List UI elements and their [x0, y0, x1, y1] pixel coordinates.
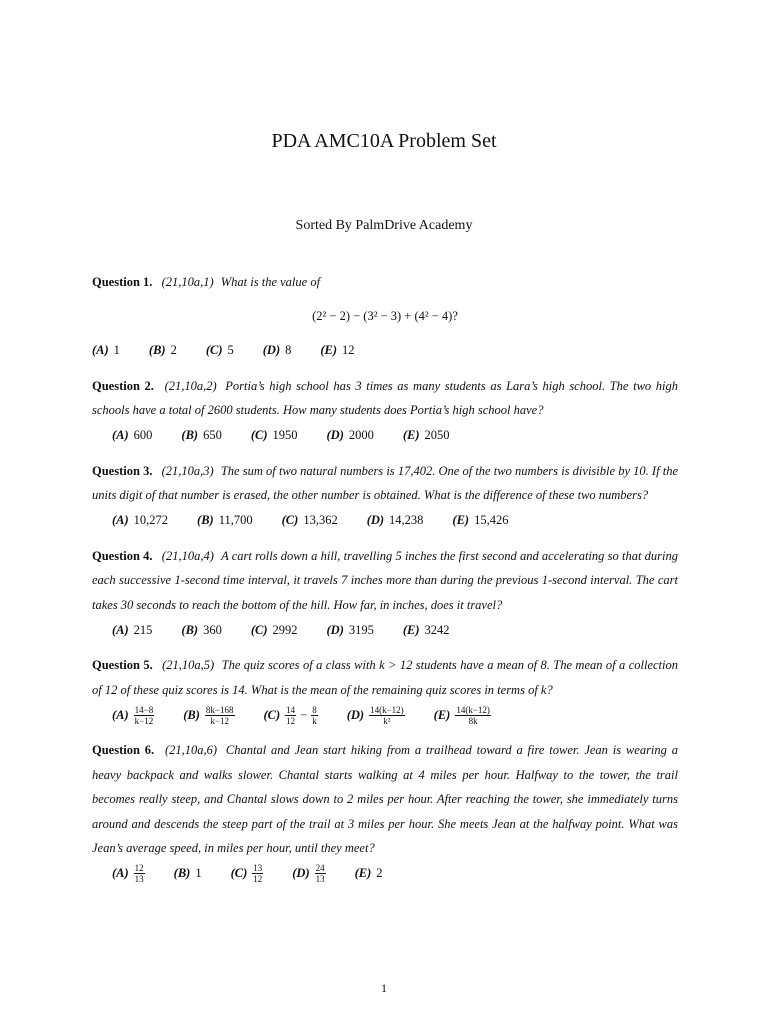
- question-text: A cart rolls down a hill, travelling 5 inches the first second and accelerating so that during each successive 1-second time interval, it travels 7 inches more than during the previous 1-second interval. The cart takes 30 seconds to reach the bottom of the hill. How far, in inches, does it travel?: [92, 548, 678, 612]
- question-6: [92, 738, 678, 887]
- answer-choice-e: (E) 15,426: [452, 513, 509, 527]
- fraction: $\frac{24}{13}$: [315, 863, 325, 884]
- answer-choice-c: (C) 5: [205, 343, 234, 357]
- question-1: [92, 270, 678, 364]
- question-text: What is the value of: [220, 275, 321, 289]
- question-text: The sum of two natural numbers is 17,402. One of the two numbers is divisible by 10. If the units digit of that number is erased, the other number is obtained. What is the difference of these two numbers?: [92, 463, 678, 502]
- answer-choice-c: (C) 1950: [250, 428, 298, 442]
- answer-choice-a: (A) 600: [112, 428, 153, 442]
- answer-choice-a: (A) $\frac{12}{13}$: [112, 863, 144, 884]
- answer-choice-e: (E) $\frac{14(k-12)}{8k}$: [433, 704, 490, 726]
- answer-choice-b: (B) $\frac{8k-168}{k-12}$: [183, 704, 234, 726]
- fraction: $\frac{8}{k}$: [312, 704, 317, 726]
- page-number: 1: [381, 981, 387, 995]
- answer-choice-a: (A) $\frac{14-8}{k-12}$: [112, 704, 154, 726]
- answer-choice-d: (D) 14,238: [366, 513, 424, 527]
- fraction: $\frac{13}{12}$: [253, 863, 263, 884]
- answer-choice-d: (D) 3195: [326, 622, 374, 637]
- question-label: Question 3.: [92, 463, 153, 478]
- answer-choice-a: (A) 1: [92, 343, 120, 357]
- fraction: $\frac{14}{12}$: [286, 704, 296, 726]
- document-subtitle: Sorted By PalmDrive Academy: [295, 218, 473, 233]
- question-text: Chantal and Jean start hiking from a trailhead toward a fire tower. Jean is wearing a heavy backpack and walks slower. Chantal starts walking at 4 miles per hour. Halfway to the tower, the trail becomes really steep, and Chantal slows down to 2 miles per hour. After reaching the tower, she immediately turns around and descends the steep part of the trail at 3 miles per hour. She meets Jean at the halfway point. What was Jean’s average speed, in miles per hour, until they meet?: [92, 743, 678, 855]
- answer-choice-c: (C) $\frac{14}{12}$ − $\frac{8}{k}$: [263, 704, 317, 726]
- math-expression: (2² − 2) − (3² − 3) + (4² − 4)?: [312, 308, 458, 323]
- answer-choice-d: (D) 8: [262, 343, 292, 357]
- answer-choice-e: (E) 12: [320, 343, 355, 357]
- answer-choice-a: (A) 10,272: [112, 513, 169, 527]
- answer-choice-c: (C) 2992: [250, 622, 298, 637]
- question-2: [92, 374, 678, 449]
- answer-choice-e: (E) 2: [354, 866, 383, 880]
- fraction: $\frac{12}{13}$: [134, 863, 144, 884]
- question-label: Question 5.: [92, 658, 153, 672]
- fraction: $\frac{8k-168}{k-12}$: [205, 704, 234, 726]
- fraction: $\frac{14(k-12)}{8k}$: [456, 704, 490, 726]
- question-4: [92, 544, 678, 644]
- question-text: Portia’s high school has 3 times as many students as Lara’s high school. The two high schools have a total of 2600 students. How many students does Portia’s high school have?: [92, 378, 679, 417]
- question-label: Question 2.: [92, 378, 154, 393]
- answer-choice-d: (D) $\frac{24}{13}$: [292, 863, 325, 884]
- question-source: (21,10a,3): [161, 463, 214, 478]
- answer-choice-d: (D) $\frac{14(k-12)}{\text{k²}}$: [346, 704, 404, 726]
- question-label: Question 6.: [92, 743, 155, 757]
- question-3: [92, 459, 678, 534]
- question-source: (21,10a,5): [162, 658, 215, 672]
- question-source: (21,10a,4): [161, 548, 214, 563]
- question-source: (21,10a,6): [164, 743, 218, 757]
- answer-choice-d: (D) 2000: [326, 428, 374, 442]
- answer-choice-e: (E) 3242: [402, 622, 450, 637]
- question-source: (21,10a,2): [164, 378, 217, 393]
- fraction: $\frac{14-8}{k-12}$: [134, 704, 154, 726]
- question-label: Question 4.: [92, 548, 153, 563]
- answer-choice-c: (C) 13,362: [281, 513, 338, 527]
- fraction: $\frac{14(k-12)}{\text{k²}}$: [370, 704, 404, 726]
- answer-choice-b: (B) 360: [181, 622, 222, 637]
- question-source: (21,10a,1): [161, 275, 214, 289]
- answer-choice-e: (E) 2050: [402, 428, 450, 442]
- answer-choice-c: (C) $\frac{13}{12}$: [230, 863, 263, 884]
- answer-choice-b: (B) 1: [173, 866, 202, 880]
- question-text: The quiz scores of a class with k > 12 students have a mean of 8. The mean of a collection of 12 of these quiz scores is 14. What is the mean of the remaining quiz scores in terms of k?: [92, 658, 679, 697]
- question-5: [92, 653, 678, 728]
- answer-choice-b: (B) 11,700: [197, 513, 253, 527]
- answer-choice-b: (B) 650: [181, 428, 222, 442]
- question-list: [92, 270, 678, 887]
- answer-choice-a: (A) 215: [112, 622, 153, 637]
- question-label: Question 1.: [92, 275, 153, 289]
- answer-choice-b: (B) 2: [148, 343, 177, 357]
- document-title: PDA AMC10A Problem Set: [271, 130, 497, 152]
